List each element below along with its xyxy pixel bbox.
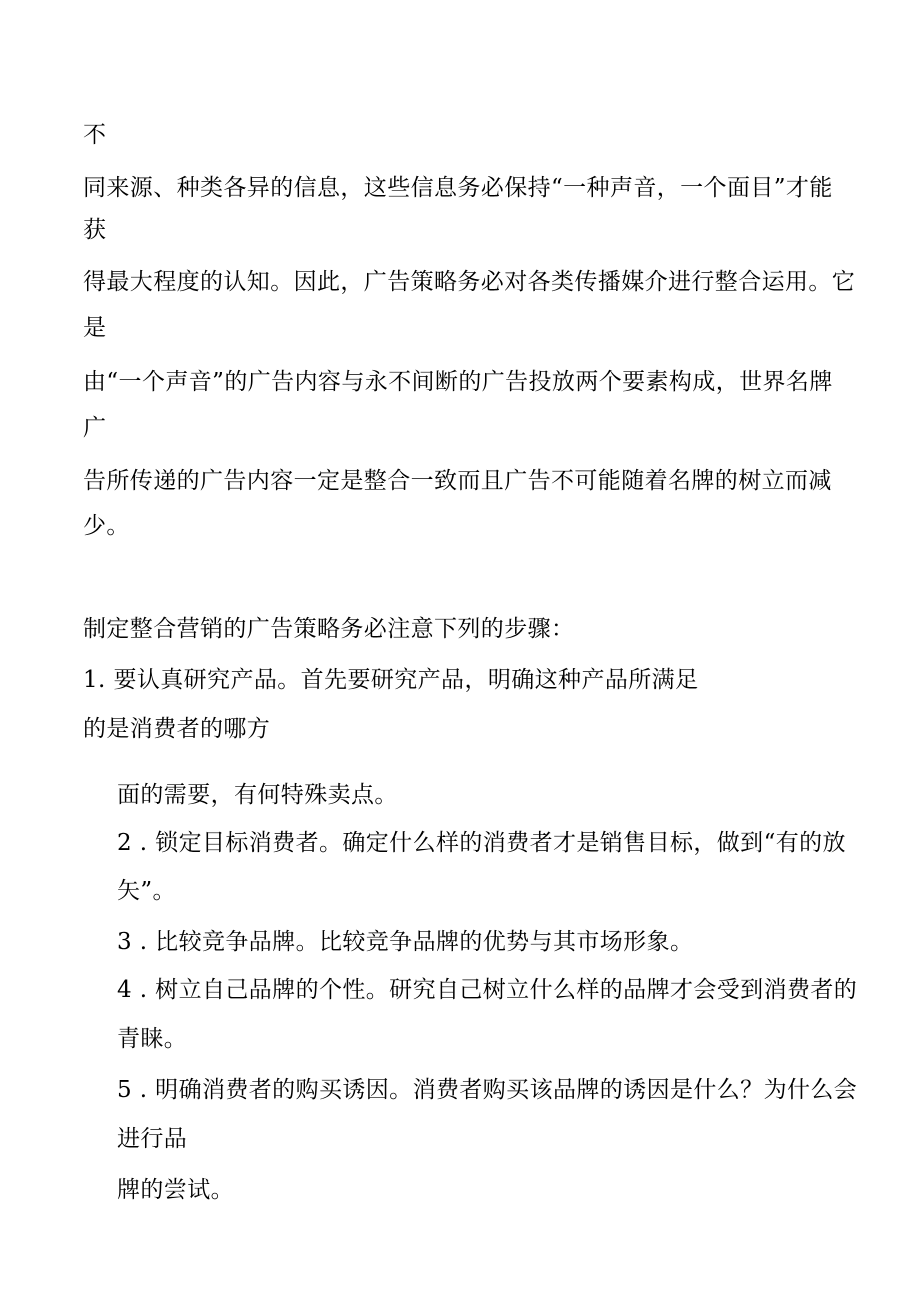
step-line: 牌的尝试。 [117, 1177, 234, 1203]
text-line: 由“一个声音”的广告内容与永不间断的广告投放两个要素构成，世界名牌 [83, 369, 833, 395]
step-line: 的是消费者的哪方 [83, 716, 271, 742]
text-line: 少。 [83, 513, 130, 539]
step-line: 2 . 锁定目标消费者。确定什么样的消费者才是销售目标，做到“有的放 [117, 830, 846, 856]
step-line: 1. 要认真研究产品。首先要研究产品，明确这种产品所满足 [83, 667, 699, 693]
step-line: 4 . 树立自己品牌的个性。研究自己树立什么样的品牌才会受到消费者的 [117, 977, 858, 1003]
text-line: 是 [83, 315, 107, 341]
text-line: 同来源、种类各异的信息，这些信息务必保持“一种声音，一个面目”才能 [83, 175, 833, 201]
step-line: 面的需要，有何特殊卖点。 [117, 782, 398, 808]
text-line: 获 [83, 217, 107, 243]
text-line: 不 [83, 122, 107, 148]
step-line: 矢”。 [117, 878, 176, 904]
text-line: 广 [83, 415, 107, 441]
steps-intro: 制定整合营销的广告策略务必注意下列的步骤： [83, 616, 575, 642]
step-line: 进行品 [117, 1126, 188, 1152]
text-line: 得最大程度的认知。因此，广告策略务必对各类传播媒介进行整合运用。它 [83, 269, 856, 295]
step-line: 5 . 明确消费者的购买诱因。消费者购买该品牌的诱因是什么？为什么会 [117, 1077, 858, 1103]
text-line: 告所传递的广告内容一定是整合一致而且广告不可能随着名牌的树立而减 [83, 468, 832, 494]
step-line: 青睐。 [117, 1026, 188, 1052]
step-line: 3 . 比较竞争品牌。比较竞争品牌的优势与其市场形象。 [117, 929, 694, 955]
